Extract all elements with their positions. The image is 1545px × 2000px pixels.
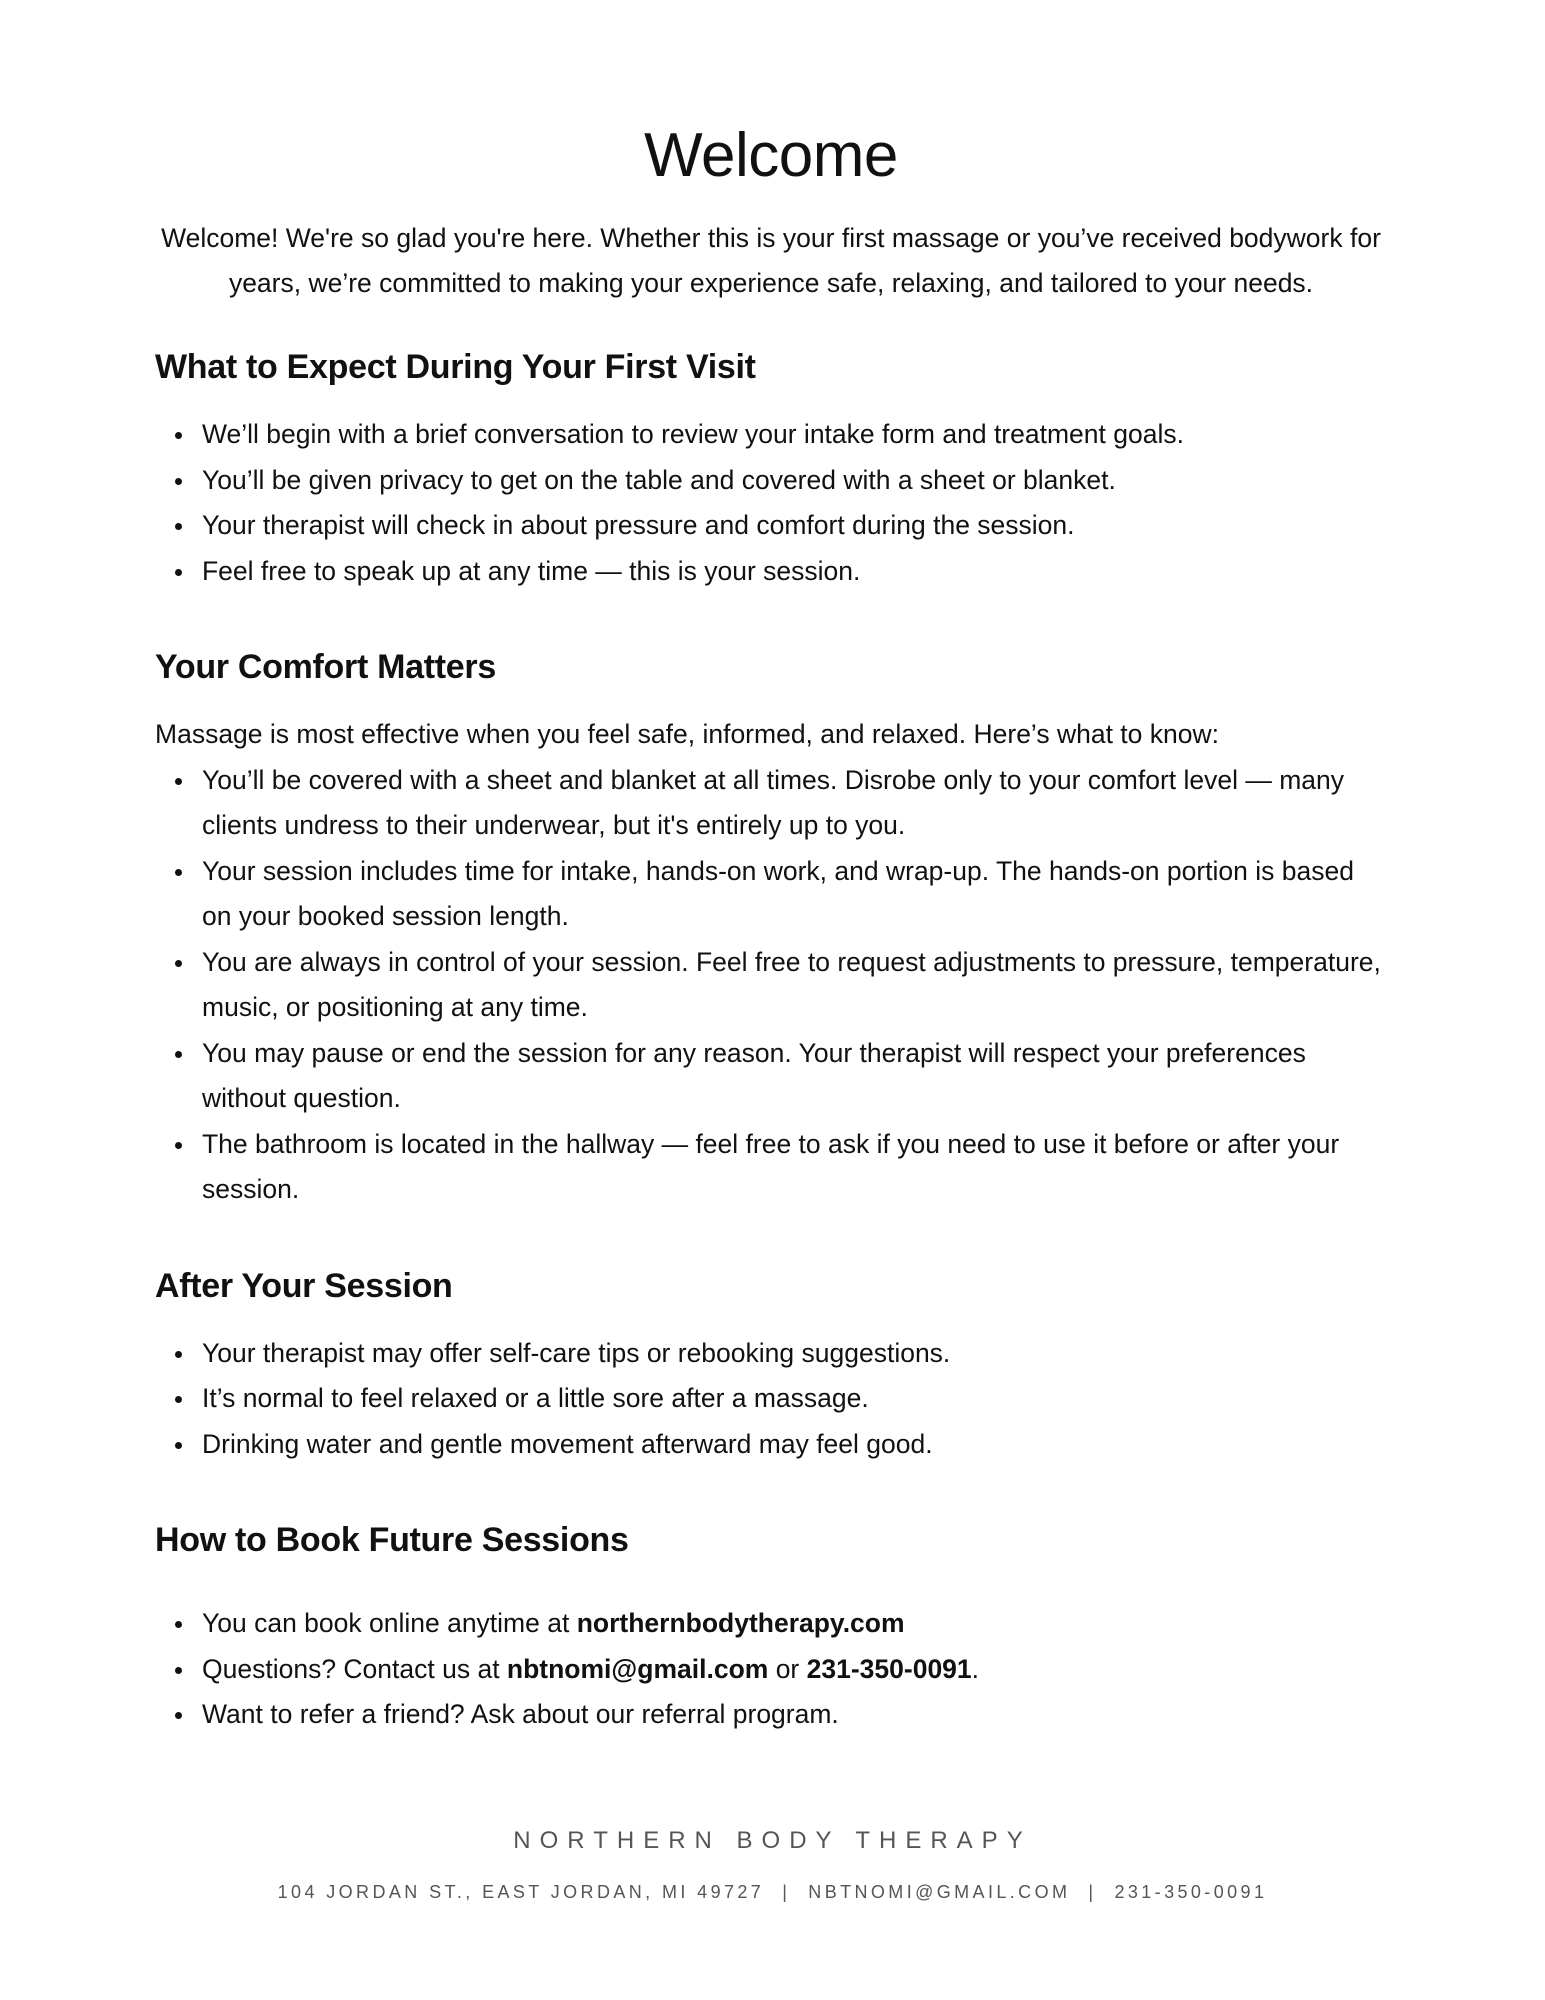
footer-separator: |: [782, 1882, 791, 1902]
list-item-contact: [202, 1647, 1387, 1693]
footer-phone: 231-350-0091: [1114, 1882, 1268, 1902]
comfort-list: [155, 758, 1387, 1213]
list-item: Feel free to speak up at any time — this is your session.: [202, 549, 1387, 595]
page-title: Welcome: [644, 121, 898, 190]
heading-after-your-session: After Your Session: [155, 1266, 453, 1305]
website-text: northernbodytherapy.com: [576, 1608, 905, 1638]
contact-or-text: or: [768, 1653, 807, 1684]
after-list: [155, 1331, 1387, 1468]
book-list: [155, 1601, 1387, 1738]
footer-brand: NORTHERN BODY THERAPY: [513, 1827, 1032, 1854]
list-item: You may pause or end the session for any reason. Your therapist will respect your preferences without question.: [202, 1031, 1387, 1122]
list-item: Your session includes time for intake, hands-on work, and wrap-up. The hands-on portion is based on your booked session length.: [202, 849, 1387, 940]
expect-list: [155, 412, 1387, 594]
intro-paragraph: Welcome! We're so glad you're here. Whether this is your first massage or you’ve received bodywork for years, we’re committed to making your experience safe, relaxing, and tailored to your needs.: [161, 223, 1381, 298]
list-item: Your therapist will check in about pressure and comfort during the session.: [202, 503, 1387, 549]
contact-phone-text: 231-350-0091: [806, 1653, 972, 1684]
list-item: You’ll be given privacy to get on the table and covered with a sheet or blanket.: [202, 458, 1387, 504]
list-item: You’ll be covered with a sheet and blanket at all times. Disrobe only to your comfort level — many clients undress to their underwear, but it's entirely up to you.: [202, 758, 1387, 849]
book-online-text: You can book online anytime at: [202, 1608, 577, 1638]
list-item: Drinking water and gentle movement afterward may feel good.: [202, 1422, 1387, 1468]
comfort-lead-paragraph: Massage is most effective when you feel safe, informed, and relaxed. Here’s what to know:: [155, 719, 1219, 749]
contact-suffix-text: .: [971, 1653, 980, 1684]
footer-contact-line: [0, 1880, 1545, 1904]
list-item: You are always in control of your session. Feel free to request adjustments to pressure, temperature, music, or positioning at any time.: [202, 940, 1387, 1031]
contact-prefix-text: Questions? Contact us at: [202, 1653, 507, 1684]
list-item: It’s normal to feel relaxed or a little sore after a massage.: [202, 1376, 1387, 1422]
list-item: Your therapist may offer self-care tips or rebooking suggestions.: [202, 1331, 1387, 1377]
heading-your-comfort-matters: Your Comfort Matters: [155, 648, 496, 686]
list-item: We’ll begin with a brief conversation to review your intake form and treatment goals.: [202, 412, 1387, 458]
heading-what-to-expect: What to Expect During Your First Visit: [155, 348, 756, 386]
list-item-referral: Want to refer a friend? Ask about our referral program.: [202, 1692, 1387, 1738]
footer-email: NBTNOMI@GMAIL.COM: [808, 1882, 1071, 1902]
list-item: The bathroom is located in the hallway — feel free to ask if you need to use it before or after your session.: [202, 1122, 1387, 1213]
heading-how-to-book: How to Book Future Sessions: [155, 1521, 629, 1559]
contact-email-text: nbtnomi@gmail.com: [506, 1653, 769, 1684]
footer-address: 104 JORDAN ST., EAST JORDAN, MI 49727: [277, 1882, 765, 1902]
document-page: [155, 0, 1387, 1738]
list-item-book-online: [202, 1601, 1387, 1647]
footer-separator: |: [1088, 1882, 1097, 1902]
